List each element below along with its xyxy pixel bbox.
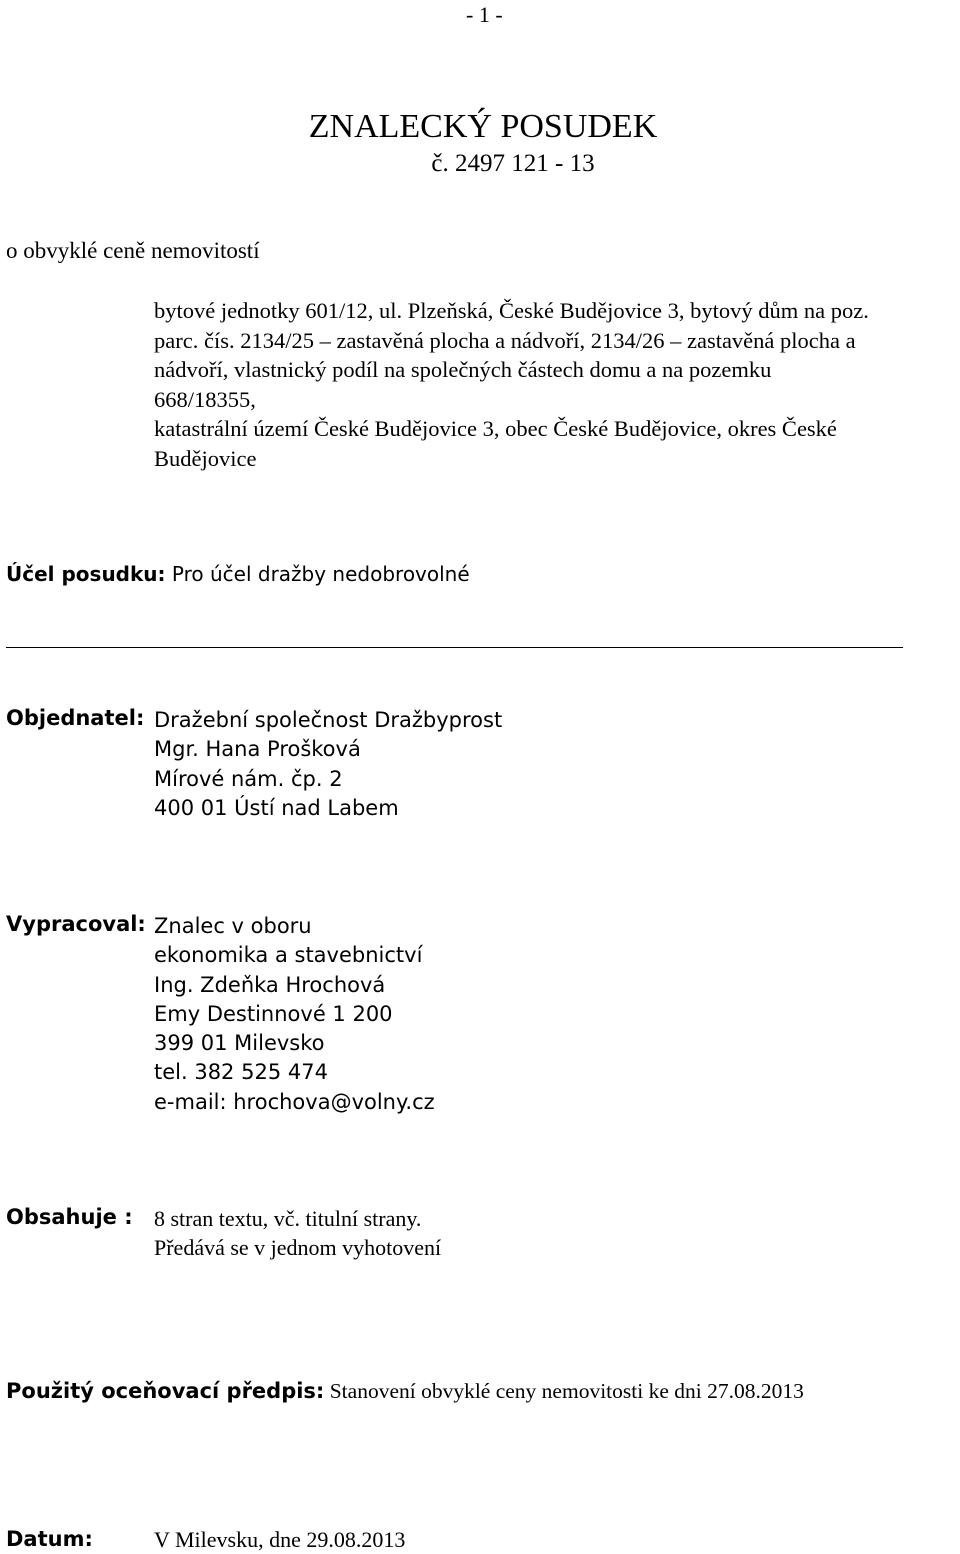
client-line: Mírové nám. čp. 2 [154,766,343,791]
description-line: parc. čís. 2134/25 – zastavěná plocha a nádvoří, 2134/26 – zastavěná plocha a [154,327,856,353]
client-line: Dražební společnost Dražbyprost [154,708,503,732]
description-line: katastrální území České Budějovice 3, obec České Budějovice, okres České [154,416,837,441]
author-line: e-mail: hrochova@volny.cz [154,1089,435,1114]
page-number: - 1 - [466,2,503,27]
property-description [154,296,944,473]
regulation-value: Stanovení obvyklé ceny nemovitosti ke dni 27.08.2013 [329,1379,804,1403]
client-details [154,706,502,823]
purpose-row [6,562,470,586]
description-line: bytové jednotky 601/12, ul. Plzeňská, České Budějovice 3, bytový dům na poz. [154,298,869,323]
contents-details [154,1204,441,1263]
contents-line: 8 stran textu, vč. titulní strany. [154,1206,422,1231]
purpose-label: Účel posudku: [6,562,166,586]
author-details [154,912,435,1117]
client-line: Mgr. Hana Prošková [154,737,361,762]
document-number: č. 2497 121 - 13 [431,150,595,177]
contents-line: Předává se v jednom vyhotovení [154,1235,442,1261]
author-line: Emy Destinnové 1 200 [154,1001,393,1026]
author-label: Vypracoval: [6,912,146,936]
description-line: Budějovice [154,445,257,471]
client-line: 400 01 Ústí nad Labem [154,795,399,820]
regulation-row [6,1379,804,1404]
contents-label: Obsahuje : [6,1205,133,1229]
purpose-value: Pro účel dražby nedobrovolné [171,562,470,586]
date-value: V Milevsku, dne 29.08.2013 [154,1527,406,1552]
author-line: Ing. Zdeňka Hrochová [154,972,386,997]
regulation-label: Použitý oceňovací předpis: [6,1379,325,1403]
author-line: 399 01 Milevsko [154,1031,325,1056]
client-label: Objednatel: [6,706,145,730]
document-subject: o obvyklé ceně nemovitostí [6,238,260,263]
author-line: Znalec v oboru [154,914,312,938]
horizontal-divider [6,647,903,648]
author-line: ekonomika a stavebnictví [154,943,423,968]
date-label: Datum: [6,1527,93,1551]
author-line: tel. 382 525 474 [154,1060,328,1085]
description-line: nádvoří, vlastnický podíl na společných částech domu a na pozemku [154,357,772,382]
document-title: ZNALECKÝ POSUDEK [308,108,658,145]
description-line: 668/18355, [154,386,256,412]
